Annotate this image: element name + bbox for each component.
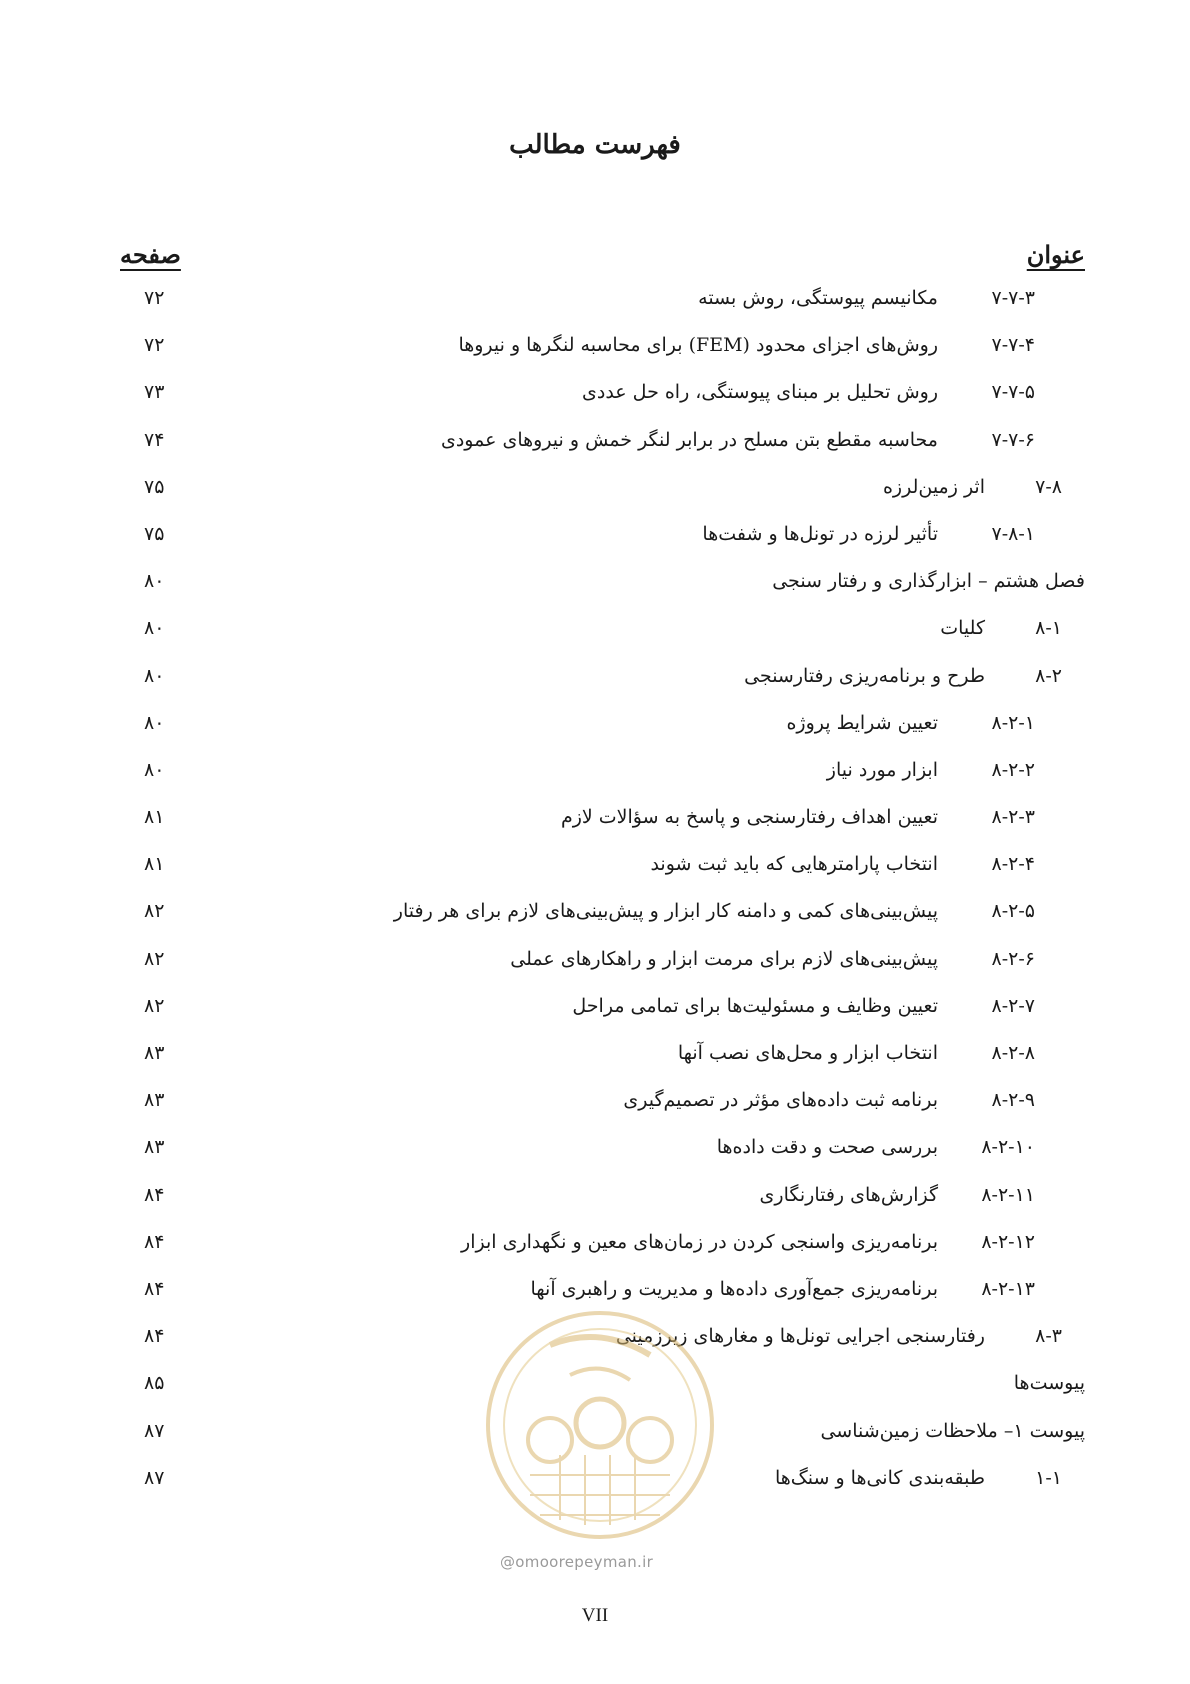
toc-entry [0,1181,1190,1228]
toc-entry-title: روش‌های اجزای محدود (FEM) برای محاسبه لنگرها و نیروها [458,334,938,357]
toc-entry-page: ۷۲ [144,334,165,357]
toc-entry [0,945,1190,992]
toc-entry-title: تعیین وظایف و مسئولیت‌ها برای تمامی مراحل [572,994,938,1017]
toc-entry-page: ۷۵ [144,475,165,498]
toc-entry-page: ۸۲ [144,994,165,1017]
toc-entry-title: مکانیسم پیوستگی، روش بسته [698,287,938,309]
toc-entry-page: ۸۳ [144,1042,165,1064]
toc-entry [0,1133,1190,1180]
toc-entry-number: ۷-۷-۴ [991,334,1035,357]
toc-entry [0,331,1190,378]
toc-entry-title: برنامه ثبت داده‌های مؤثر در تصمیم‌گیری [623,1089,938,1112]
toc-entry-title: بررسی صحت و دقت داده‌ها [716,1136,938,1159]
page-column-header: صفحه [120,240,181,269]
toc-entry-page: ۸۴ [144,1325,165,1348]
toc-entry-number: ۸-۲-۹ [991,1089,1035,1112]
toc-entry [0,284,1190,331]
toc-entry-title: انتخاب ابزار و محل‌های نصب آنها [677,1042,938,1064]
toc-entry [0,897,1190,944]
toc-entry-page: ۷۵ [144,522,165,545]
toc-entry-number: ۸-۲-۱۰ [981,1136,1035,1159]
toc-entry-title: کلیات [940,617,985,640]
toc-entry-number: ۸-۱ [1035,617,1062,640]
toc-entry-page: ۸۷ [144,1419,165,1442]
toc-entry-number: ۸-۲ [1035,664,1062,687]
toc-entry [0,1039,1190,1086]
toc-entry-page: ۸۰ [144,758,165,781]
toc-entry [0,520,1190,567]
toc-entry [0,1228,1190,1275]
toc-entry-number: ۸-۲-۲ [991,758,1035,781]
toc-entry-page: ۸۱ [144,853,165,876]
toc-entry-title: محاسبه مقطع بتن مسلح در برابر لنگر خمش و نیروهای عمودی [440,428,938,451]
toc-entry-page: ۸۰ [144,664,165,687]
toc-entry-title: طبقه‌بندی کانی‌ها و سنگ‌ها [774,1466,985,1489]
toc-entry-number: ۸-۲-۱۱ [981,1183,1035,1206]
toc-entry-number: ۸-۲-۷ [991,994,1035,1017]
toc-entry-page: ۸۳ [144,1089,165,1112]
toc-entry-number: ۷-۷-۳ [991,287,1035,309]
toc-entry-page: ۷۴ [144,428,165,451]
toc-entry-title: ابزار مورد نیاز [826,758,938,781]
toc-entry-page: ۷۳ [144,381,165,404]
page-number: VII [581,1605,609,1626]
watermark-url: @omoorepeyman.ir [500,1553,654,1571]
toc-entry-title: پیش‌بینی‌های کمی و دامنه کار ابزار و پیش‌بینی‌های لازم برای هر رفتار [393,900,938,923]
toc-entry-title: پیش‌بینی‌های لازم برای مرمت ابزار و راهکارهای عملی [510,947,938,970]
toc-entry [0,803,1190,850]
toc-entry-title: گزارش‌های رفتارنگاری [759,1183,938,1206]
toc-entry-number: ۷-۸-۱ [991,522,1035,545]
toc-entry-page: ۸۳ [144,1136,165,1159]
toc-entry [0,756,1190,803]
toc-entry-title: رفتارسنجی اجرایی تونل‌ها و مغارهای زیرزمینی [615,1325,985,1348]
toc-entry-number: ۸-۲-۳ [991,806,1035,829]
toc-entry-page: ۸۲ [144,947,165,970]
toc-entry-title: پیوست‌ها [1013,1372,1085,1395]
toc-entry-page: ۸۰ [144,617,165,640]
toc-entry-page: ۸۴ [144,1230,165,1253]
toc-entry-page: ۸۲ [144,900,165,923]
toc-entry-page: ۸۴ [144,1183,165,1206]
toc-entry-title: طرح و برنامه‌ریزی رفتارسنجی [744,664,985,687]
toc-entry-number: ۸-۳ [1035,1325,1062,1348]
toc-entry-page: ۸۰ [144,570,165,593]
page-title: فهرست مطالب [509,130,681,160]
toc-entry [0,378,1190,425]
toc-entry-number: ۸-۲-۵ [991,900,1035,923]
toc-entry-title: انتخاب پارامترهایی که باید ثبت شوند [650,853,938,876]
toc-entry-title: پیوست ۱– ملاحظات زمین‌شناسی [820,1419,1085,1442]
toc-entry-number: ۷-۷-۶ [991,428,1035,451]
toc-entry-number: ۸-۲-۱۳ [981,1277,1035,1300]
toc-entry-number: ۷-۷-۵ [991,381,1035,404]
toc-entry-number: ۸-۲-۸ [991,1042,1035,1064]
toc-entry [0,614,1190,661]
toc-entry-page: ۸۰ [144,711,165,734]
toc-entry [0,567,1190,614]
toc-entry-title: اثر زمین‌لرزه [882,475,985,498]
toc-entry-title: فصل هشتم – ابزارگذاری و رفتار سنجی [772,570,1085,593]
toc-entry-page: ۷۲ [144,287,165,309]
toc-entry [0,1086,1190,1133]
toc-entry [0,473,1190,520]
toc-entry-page: ۸۱ [144,806,165,829]
toc-entry-title: تعیین اهداف رفتارسنجی و پاسخ به سؤالات لازم [560,806,938,829]
toc-entry-page: ۸۷ [144,1466,165,1489]
toc-entry [0,662,1190,709]
toc-entry-page: ۸۴ [144,1277,165,1300]
toc-entry-number: ۸-۲-۱۲ [981,1230,1035,1253]
toc-entry-title: برنامه‌ریزی واسنجی کردن در زمان‌های معین و نگهداری ابزار [461,1230,938,1253]
toc-entry-number: ۸-۲-۴ [991,853,1035,876]
toc-entry-number: ۷-۸ [1035,475,1062,498]
toc-entry-number: ۱-۱ [1035,1466,1062,1489]
toc-entry [0,850,1190,897]
toc-entry [0,426,1190,473]
watermark-logo-icon [480,1305,720,1545]
toc-entry-title: تأثیر لرزه در تونل‌ها و شفت‌ها [702,522,938,545]
toc-entry [0,992,1190,1039]
toc-entry-title: تعیین شرایط پروژه [786,711,938,734]
toc-entry-page: ۸۵ [144,1372,165,1395]
toc-entry-number: ۸-۲-۱ [991,711,1035,734]
toc-entry-number: ۸-۲-۶ [991,947,1035,970]
toc-entry-title: برنامه‌ریزی جمع‌آوری داده‌ها و مدیریت و راهبری آنها [530,1277,938,1300]
toc-entry [0,709,1190,756]
title-column-header: عنوان [1026,240,1085,269]
toc-entry-title: روش تحلیل بر مبنای پیوستگی، راه حل عددی [582,381,938,404]
